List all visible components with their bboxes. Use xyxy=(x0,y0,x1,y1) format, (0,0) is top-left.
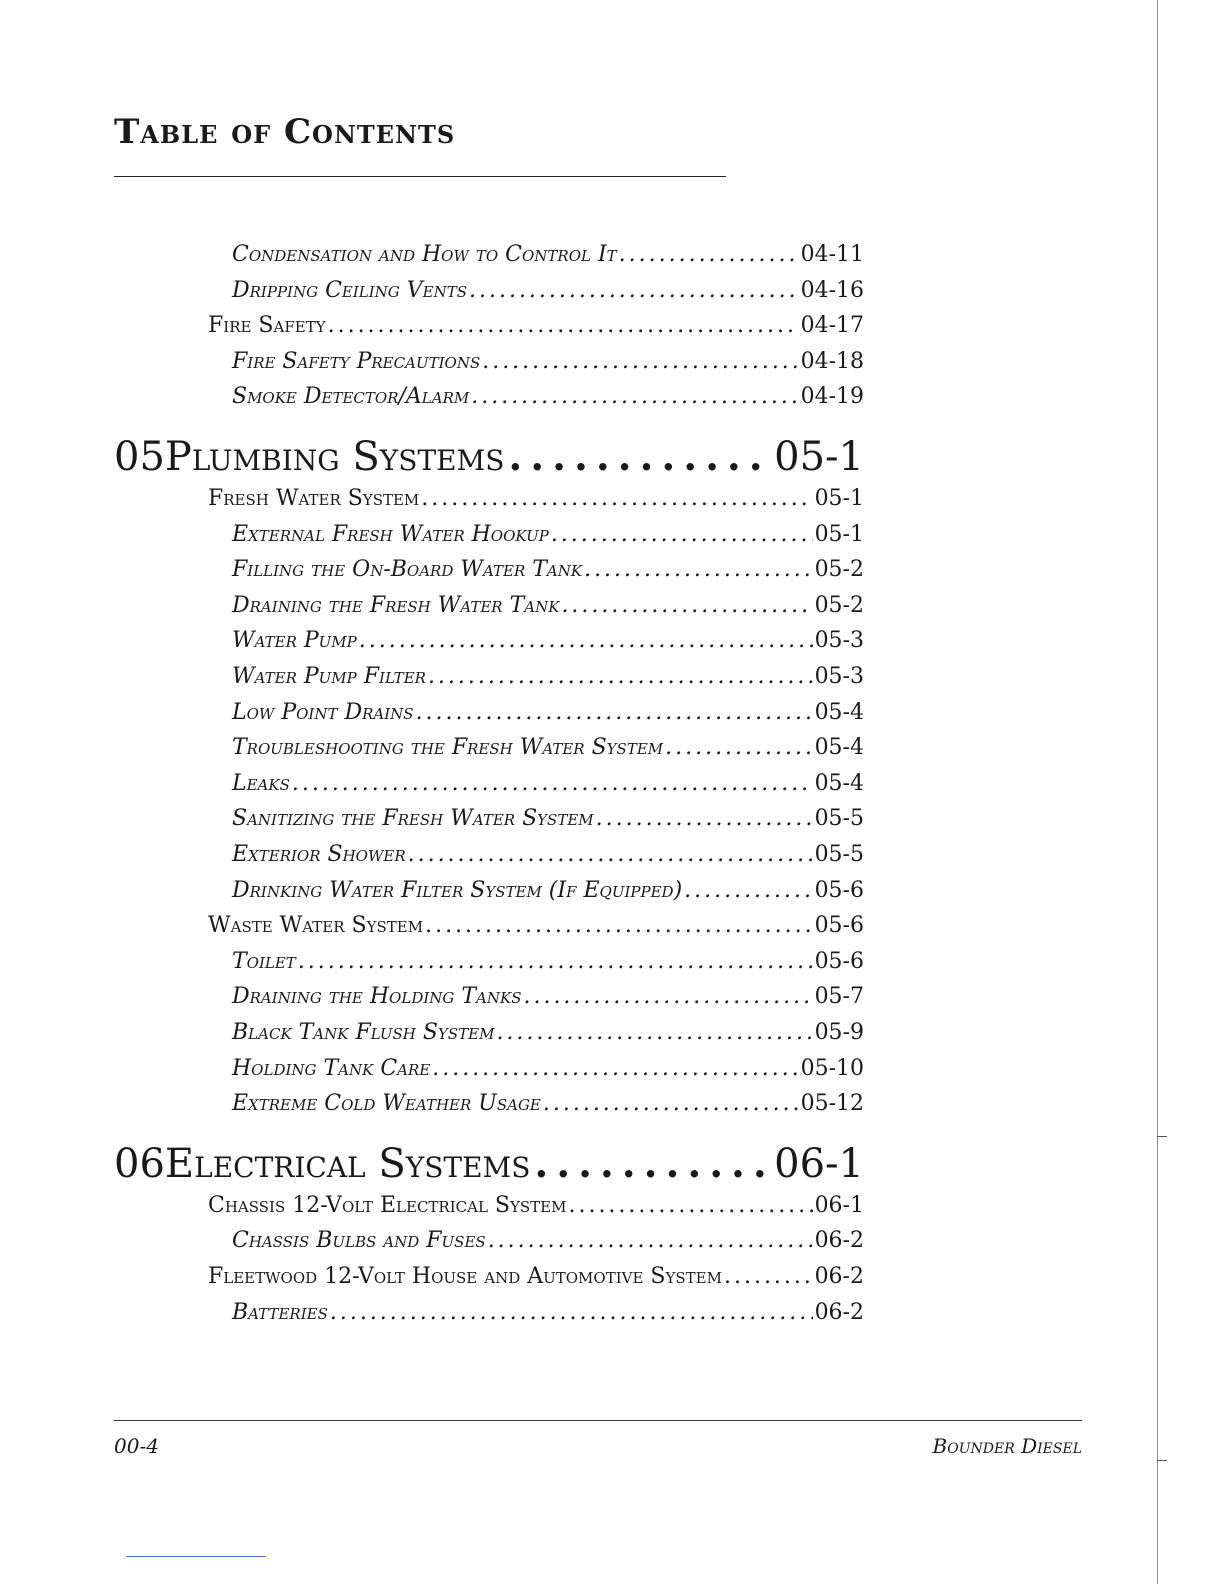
toc-entry xyxy=(232,1020,864,1046)
toc-section-heading xyxy=(114,1141,864,1187)
dot-leader xyxy=(619,242,799,268)
entry-title: Holding Tank Care xyxy=(232,1055,431,1081)
entry-title: Fire Safety xyxy=(208,313,326,339)
toc-entry xyxy=(232,664,864,690)
entry-page: 05-2 xyxy=(814,592,864,618)
entry-title: Batteries xyxy=(232,1299,328,1325)
page-title: Table of Contents xyxy=(114,112,456,152)
toc-entry xyxy=(232,349,864,375)
dot-leader xyxy=(416,700,813,726)
toc-entry xyxy=(232,984,864,1010)
entry-title: Smoke Detector/Alarm xyxy=(232,384,470,410)
entry-title: Dripping Ceiling Vents xyxy=(232,277,468,303)
entry-page: 05-12 xyxy=(800,1091,864,1117)
dot-leader xyxy=(425,913,812,939)
dot-leader xyxy=(482,349,798,375)
entry-title: Chassis Bulbs and Fuses xyxy=(232,1228,486,1254)
dot-leader xyxy=(298,949,813,975)
toc-entry xyxy=(208,486,864,512)
entry-title: Draining the Fresh Water Tank xyxy=(232,592,560,618)
toc-entry xyxy=(232,557,864,583)
toc-entry xyxy=(208,1193,864,1219)
dot-leader xyxy=(328,313,799,339)
entry-page: 06-2 xyxy=(814,1264,864,1289)
entry-title: Filling the On-Board Water Tank xyxy=(232,557,583,583)
entry-title: Water Pump Filter xyxy=(232,664,426,689)
toc-entry xyxy=(232,949,864,975)
dot-leader xyxy=(584,557,812,583)
entry-title: Waste Water System xyxy=(208,913,424,939)
entry-page: 05-1 xyxy=(814,521,864,547)
section-page: 06-1 xyxy=(774,1140,864,1187)
entry-title: Exterior Shower xyxy=(232,842,406,867)
section-page: 05-1 xyxy=(774,434,864,480)
entry-page: 05-4 xyxy=(814,699,864,725)
toc-entry xyxy=(232,878,864,904)
section-number: 05 xyxy=(114,434,165,480)
dot-leader xyxy=(543,1091,799,1117)
dot-leader xyxy=(561,593,812,619)
title-divider xyxy=(114,176,726,177)
entry-page: 05-1 xyxy=(814,486,864,511)
entry-page: 04-11 xyxy=(800,242,864,267)
dot-leader xyxy=(523,984,812,1010)
toc-entry xyxy=(232,278,864,304)
dot-leader xyxy=(568,1193,812,1219)
toc-entry xyxy=(232,384,864,410)
scan-edge-line xyxy=(1157,0,1158,1584)
entry-title: Toilet xyxy=(232,948,296,974)
toc-entry xyxy=(208,313,864,339)
dot-leader xyxy=(428,664,813,690)
section-number: 06 xyxy=(114,1140,165,1187)
toc-entry xyxy=(208,1264,864,1290)
entry-page: 05-6 xyxy=(814,913,864,939)
dot-leader xyxy=(496,1020,812,1046)
toc-entry xyxy=(208,913,864,939)
scan-edge-tick xyxy=(1157,1460,1167,1461)
entry-title: Chassis 12-Volt Electrical System xyxy=(208,1192,567,1218)
entry-page: 05-4 xyxy=(814,735,864,761)
scan-edge-tick xyxy=(1157,1136,1167,1137)
toc-entry xyxy=(232,806,864,832)
dot-leader xyxy=(469,278,799,304)
entry-title: Condensation and How to Control It xyxy=(232,242,617,267)
entry-title: Drinking Water Filter System (If Equipped) xyxy=(232,877,683,903)
toc-entry xyxy=(232,1091,864,1117)
dot-leader xyxy=(596,806,813,832)
toc-entry xyxy=(232,628,864,654)
entry-title: External Fresh Water Hookup xyxy=(232,521,549,547)
dot-leader xyxy=(359,628,813,654)
dot-leader xyxy=(551,522,813,548)
entry-page: 05-4 xyxy=(814,770,864,796)
entry-page: 05-7 xyxy=(814,984,864,1010)
entry-page: 06-2 xyxy=(814,1299,864,1325)
entry-page: 06-1 xyxy=(814,1192,864,1218)
entry-page: 05-10 xyxy=(800,1055,864,1081)
entry-title: Draining the Holding Tanks xyxy=(232,984,522,1010)
dot-leader xyxy=(421,486,812,512)
entry-title: Sanitizing the Fresh Water System xyxy=(232,806,594,832)
dot-leader xyxy=(508,434,770,480)
entry-page: 05-3 xyxy=(814,664,864,689)
toc-entry xyxy=(232,522,864,548)
entry-title: Low Point Drains xyxy=(232,699,414,725)
entry-page: 05-2 xyxy=(814,557,864,583)
toc-entry xyxy=(232,771,864,797)
entry-title: Troubleshooting the Fresh Water System xyxy=(232,735,664,761)
dot-leader xyxy=(488,1228,813,1254)
dot-leader xyxy=(534,1141,770,1187)
entry-title: Fire Safety Precautions xyxy=(232,348,481,374)
dot-leader xyxy=(684,878,812,904)
entry-page: 05-5 xyxy=(814,806,864,832)
section-title: Plumbing Systems xyxy=(164,434,505,480)
toc-entry xyxy=(232,593,864,619)
entry-title: Fleetwood 12-Volt House and Automotive System xyxy=(208,1264,722,1289)
dot-leader xyxy=(330,1300,813,1326)
entry-page: 04-16 xyxy=(800,277,864,303)
entry-page: 04-17 xyxy=(800,313,864,339)
toc-entry xyxy=(232,735,864,761)
entry-page: 05-3 xyxy=(814,628,864,654)
entry-page: 04-19 xyxy=(800,384,864,410)
dot-leader xyxy=(471,384,798,410)
entry-title: Extreme Cold Weather Usage xyxy=(232,1091,541,1117)
scan-mark-line xyxy=(126,1556,266,1557)
toc-entry xyxy=(232,842,864,868)
document-name: Bounder Diesel xyxy=(932,1434,1082,1458)
toc-entry xyxy=(232,700,864,726)
entry-title: Leaks xyxy=(232,770,290,796)
toc-section-heading xyxy=(114,434,864,480)
entry-title: Black Tank Flush System xyxy=(232,1020,495,1045)
entry-page: 06-2 xyxy=(814,1228,864,1254)
dot-leader xyxy=(408,842,813,868)
dot-leader xyxy=(724,1264,813,1290)
entry-title: Fresh Water System xyxy=(208,486,420,511)
toc-entry xyxy=(232,1300,864,1326)
entry-page: 05-6 xyxy=(814,948,864,974)
entry-title: Water Pump xyxy=(232,628,357,654)
dot-leader xyxy=(432,1056,798,1082)
page-number: 00-4 xyxy=(114,1434,159,1458)
entry-page: 04-18 xyxy=(800,348,864,374)
section-title: Electrical Systems xyxy=(164,1140,531,1187)
entry-page: 05-5 xyxy=(814,842,864,867)
dot-leader xyxy=(665,735,812,761)
footer-divider xyxy=(114,1420,1082,1421)
toc-entry xyxy=(232,1056,864,1082)
dot-leader xyxy=(292,771,813,797)
entry-page: 05-9 xyxy=(814,1020,864,1045)
entry-page: 05-6 xyxy=(814,877,864,903)
toc-entry xyxy=(232,242,864,268)
toc-entry xyxy=(232,1228,864,1254)
